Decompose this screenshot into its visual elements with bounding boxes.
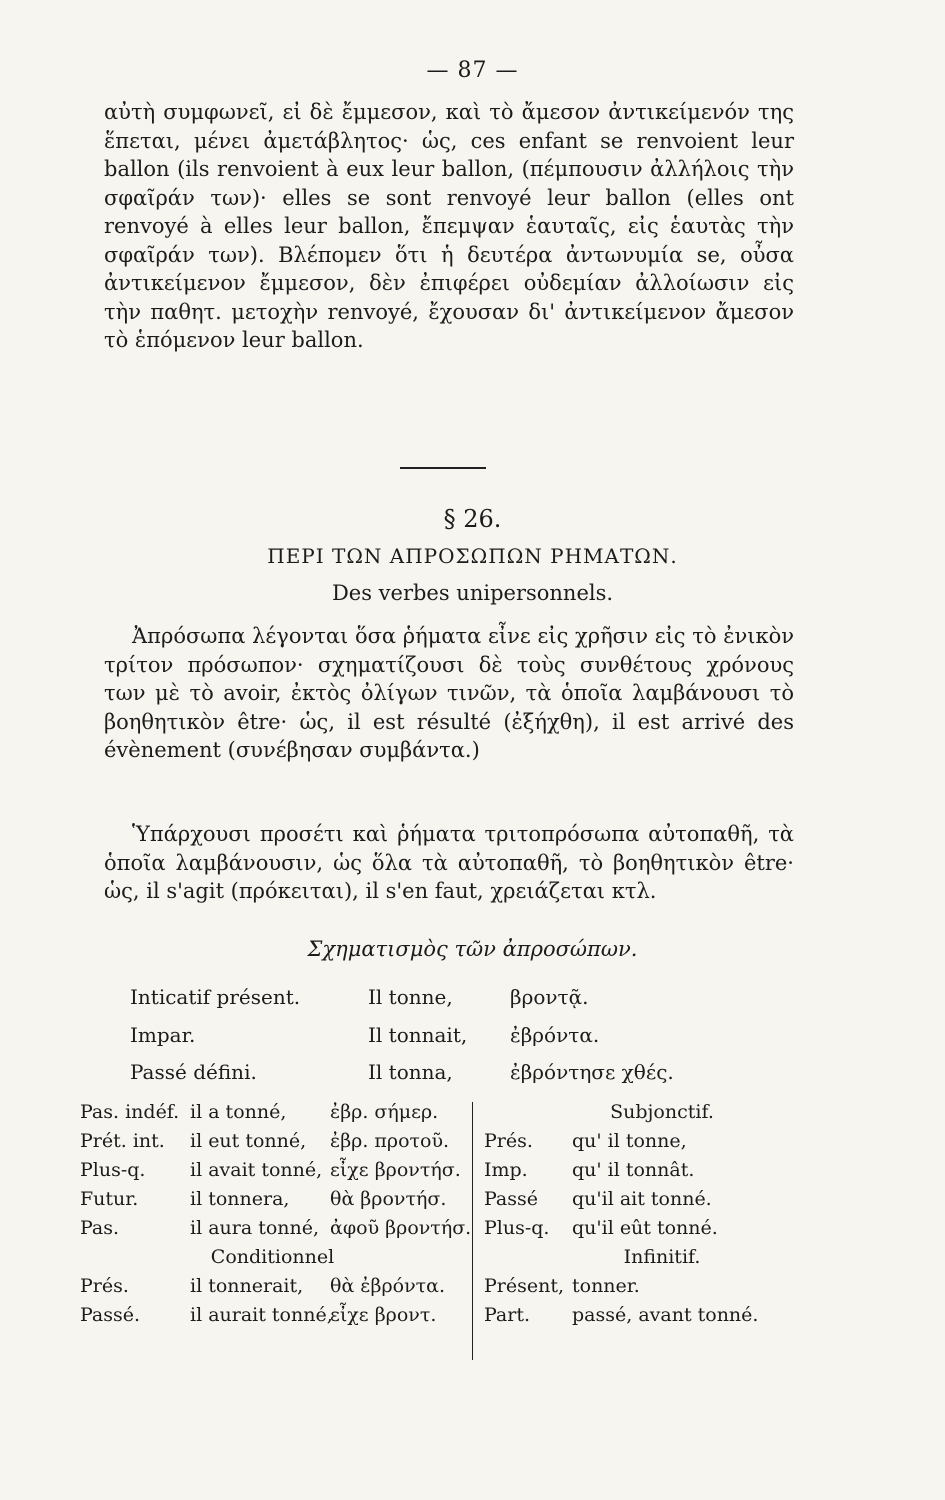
french-form: tonner. [572,1275,640,1297]
paradigm-french: Il tonne, [368,985,453,1009]
greek-form: εἶχε βροντήσ. [330,1159,461,1181]
tense-label: Présent, [484,1275,565,1297]
table-row [80,1156,465,1185]
tense-label: Pas. indéf. [80,1101,180,1123]
reflexive-text: Ὑπάρχουσι προσέτι καὶ ῥήματα τριτοπρόσωπα αὐτοπαθῆ, τὰ ὁποῖα λαμβάνουσιν, ὡς ὅλα τὰ αὐτοπαθῆ, τὸ βοηθητικὸν être· ὡς, il s'agit (πρόκειται), il s'en faut, χρειάζεται κτλ. [104,822,794,903]
tense-label: Pas. [80,1217,120,1239]
section-subtitle: Des verbes unipersonnels. [331,581,614,605]
french-form: il aurait tonné, [190,1304,333,1326]
greek-form: ἀφοῦ βροντήσ. [330,1217,472,1239]
section-number: § 26. [443,505,502,533]
table-row [80,1185,465,1214]
definition-paragraph [104,622,794,765]
french-form: il tonnerait, [190,1275,304,1297]
table-row [484,1214,840,1243]
paradigm-tense: Passé défini. [130,1060,257,1084]
paradigm-french: Il tonnait, [368,1023,468,1047]
tense-label: Prés. [484,1130,533,1152]
column-divider [472,1102,473,1360]
paradigm-greek: ἐβρόντησε χθές. [510,1060,674,1084]
top-paragraph [104,98,794,355]
table-heading: Conditionnel [210,1246,335,1268]
french-form: qu'il ait tonné. [572,1188,712,1210]
reflexive-paragraph [104,820,794,906]
french-form: il tonnera, [190,1188,290,1210]
table-heading: Subjonctif. [610,1101,714,1123]
conjugation-heading: Σχηματισμὸς τῶν ἀπροσώπων. [307,937,638,961]
table-row [484,1272,840,1301]
french-form: passé, avant tonné. [572,1304,759,1326]
greek-form: θὰ βροντήσ. [330,1188,447,1210]
section-title: ΠΕΡΙ ΤΩΝ ΑΠΡΟΣΩΠΩΝ ΡΗΜΑΤΩΝ. [267,544,678,568]
tense-label: Part. [484,1304,531,1326]
tense-label: Passé [484,1188,539,1210]
french-form: qu' il tonne, [572,1130,687,1152]
paradigm-tense: Inticatif présent. [130,985,301,1009]
table-row [484,1185,840,1214]
table-row [80,1098,465,1127]
section-divider [400,467,486,469]
paradigm-greek: ἐβρόντα. [510,1023,600,1047]
table-row [484,1301,840,1330]
table-heading: Infinitif. [623,1246,701,1268]
table-row [80,1127,465,1156]
page-number: — 87 — [426,58,519,83]
table-row [484,1127,840,1156]
top-paragraph-text: αὐτὴ συμφωνεῖ, εἰ δὲ ἔμμεσον, καὶ τὸ ἄμεσον ἀντικείμενόν της ἕπεται, μένει ἀμετάβλητος· ὡς, ces enfant se renvoient leur ballon (ils renvoient à eux leur ballon, (πέμπουσιν ἀλλήλοις τὴν σφαῖράν των)· elles se sont renvoyé leur ballon (elles ont renvoyé à elles leur ballon, ἔπεμψαν ἑαυταῖς, εἰς ἑαυτὰς τὴν σφαῖράν των). Βλέπομεν ὅτι ἡ δευτέρα ἀντωνυμία se, οὖσα ἀντικείμενον ἔμμεσον, δὲν ἐπιφέρει οὐδεμίαν ἀλλοίωσιν εἰς τὴν παθητ. μετοχὴν renvoyé, ἔχουσαν δι' ἀντικείμενον ἄμεσον τὸ ἑπόμενον leur ballon. [104,100,794,352]
tense-label: Plus-q. [484,1217,550,1239]
tense-label: Futur. [80,1188,139,1210]
indicative-conditional-table [80,1098,472,1330]
tense-label: Passé. [80,1304,141,1326]
paradigm-row [130,1060,674,1084]
french-form: il aura tonné, [190,1217,320,1239]
greek-form: ἐβρ. προτοῦ. [330,1130,450,1152]
tense-label: Prét. int. [80,1130,165,1152]
paradigm-french: Il tonna, [368,1060,453,1084]
tense-label: Imp. [484,1159,528,1181]
table-row [80,1214,472,1243]
paradigm-tense: Impar. [130,1023,196,1047]
greek-form: ἐβρ. σήμερ. [330,1101,439,1123]
french-form: qu'il eût tonné. [572,1217,718,1239]
french-form: il a tonné, [190,1101,287,1123]
french-form: il eut tonné, [190,1130,307,1152]
french-form: qu' il tonnât. [572,1159,695,1181]
subjunctive-infinitive-table [484,1098,840,1330]
tense-label: Prés. [80,1275,129,1297]
tense-label: Plus-q. [80,1159,146,1181]
conjugation-tables [80,1098,840,1398]
greek-form: θὰ ἐβρόντα. [330,1275,446,1297]
definition-text: Ἀπρόσωπα λέγονται ὅσα ῥήματα εἶνε εἰς χρῆσιν εἰς τὸ ἐνικὸν τρίτον πρόσωπον· σχηματίζουσι δὲ τοὺς συνθέτους χρόνους των μὲ τὸ avoir, ἐκτὸς ὀλίγων τινῶν, τὰ ὁποῖα λαμβάνουσι τὸ βοηθητικὸν être· ὡς, il est résulté (ἐξήχθη), il est arrivé des évènement (συνέβησαν συμβάντα.) [104,624,794,762]
table-row [80,1301,465,1330]
greek-form: εἶχε βροντ. [330,1304,437,1326]
paradigm-row [130,985,588,1009]
table-row [80,1272,465,1301]
french-form: il avait tonné, [190,1159,323,1181]
paradigm-row [130,1023,599,1047]
paradigm-greek: βροντᾷ. [510,985,589,1009]
table-row [484,1156,840,1185]
